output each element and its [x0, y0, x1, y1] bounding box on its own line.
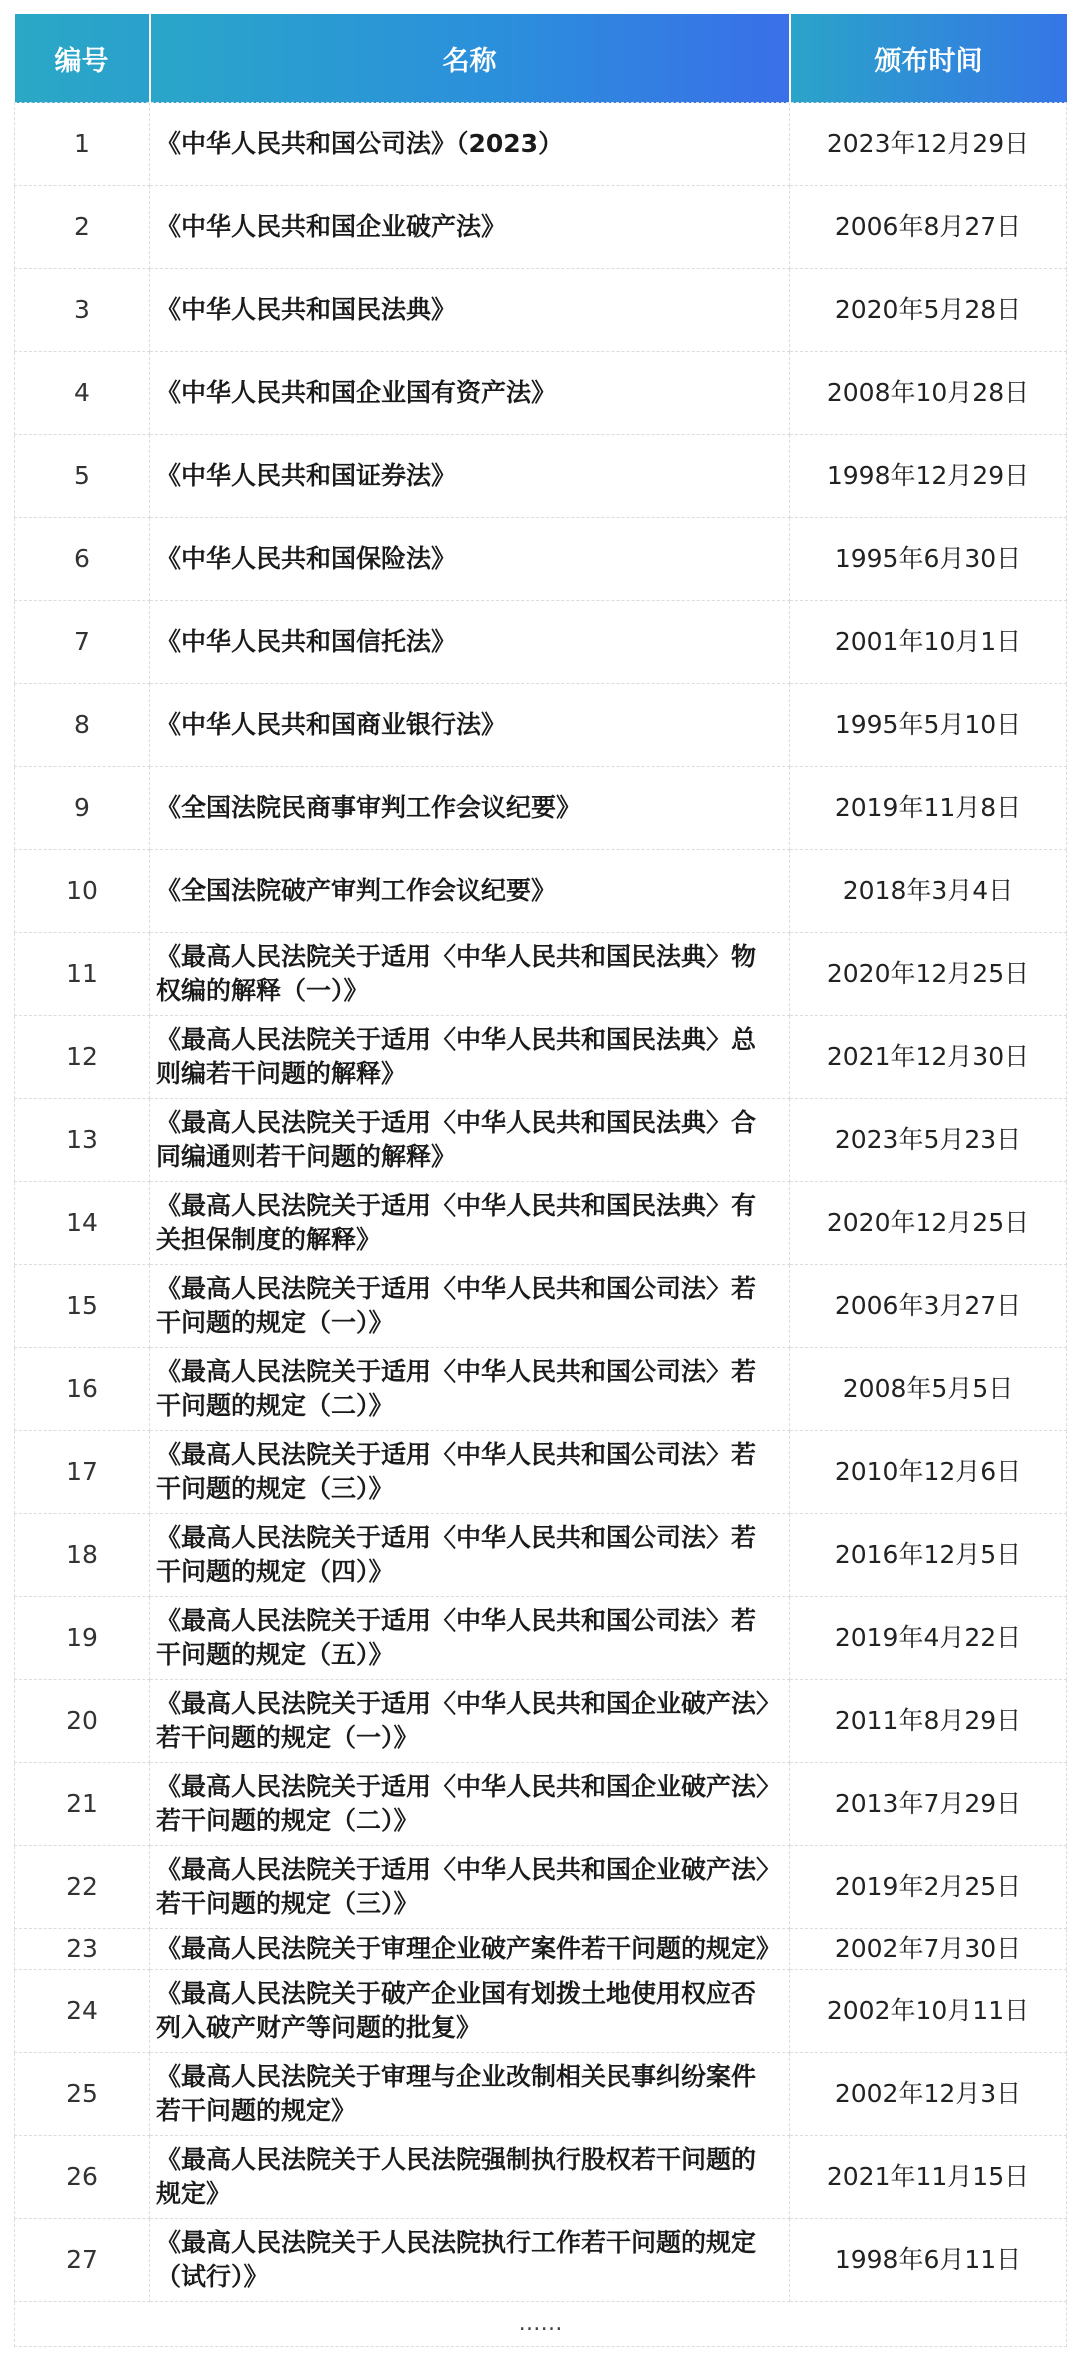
row-number: 5 — [15, 435, 150, 518]
row-issue-date: 2011年8月29日 — [790, 1680, 1067, 1763]
table-row — [15, 518, 1067, 601]
row-law-name: 《最高人民法院关于适用〈中华人民共和国企业破产法〉若干问题的规定（三）》 — [150, 1846, 790, 1929]
row-law-name: 《最高人民法院关于适用〈中华人民共和国民法典〉有关担保制度的解释》 — [150, 1182, 790, 1265]
row-issue-date: 2001年10月1日 — [790, 601, 1067, 684]
row-law-name: 《全国法院民商事审判工作会议纪要》 — [150, 767, 790, 850]
row-number: 6 — [15, 518, 150, 601]
table-row — [15, 269, 1067, 352]
row-issue-date: 2020年12月25日 — [790, 933, 1067, 1016]
table-row — [15, 933, 1067, 1016]
row-number: 20 — [15, 1680, 150, 1763]
table-row — [15, 1846, 1067, 1929]
row-law-name: 《最高人民法院关于适用〈中华人民共和国民法典〉总则编若干问题的解释》 — [150, 1016, 790, 1099]
row-issue-date: 1998年6月11日 — [790, 2219, 1067, 2302]
row-issue-date: 1995年5月10日 — [790, 684, 1067, 767]
table-row — [15, 1970, 1067, 2053]
row-number: 19 — [15, 1597, 150, 1680]
row-law-name: 《最高人民法院关于适用〈中华人民共和国企业破产法〉若干问题的规定（一）》 — [150, 1680, 790, 1763]
row-number: 3 — [15, 269, 150, 352]
row-number: 25 — [15, 2053, 150, 2136]
row-number: 22 — [15, 1846, 150, 1929]
row-issue-date: 2002年7月30日 — [790, 1929, 1067, 1970]
row-issue-date: 2018年3月4日 — [790, 850, 1067, 933]
table-row — [15, 186, 1067, 269]
table-body — [15, 103, 1067, 2347]
row-law-name: 《最高人民法院关于审理与企业改制相关民事纠纷案件若干问题的规定》 — [150, 2053, 790, 2136]
table-row — [15, 1514, 1067, 1597]
row-issue-date: 2010年12月6日 — [790, 1431, 1067, 1514]
row-law-name: 《最高人民法院关于审理企业破产案件若干问题的规定》 — [150, 1929, 790, 1970]
row-number: 11 — [15, 933, 150, 1016]
row-law-name: 《最高人民法院关于人民法院强制执行股权若干问题的规定》 — [150, 2136, 790, 2219]
row-issue-date: 2008年10月28日 — [790, 352, 1067, 435]
row-law-name: 《中华人民共和国公司法》（2023） — [150, 103, 790, 186]
row-law-name: 《中华人民共和国民法典》 — [150, 269, 790, 352]
table-row — [15, 435, 1067, 518]
table-row — [15, 684, 1067, 767]
row-law-name: 《最高人民法院关于适用〈中华人民共和国民法典〉物权编的解释（一）》 — [150, 933, 790, 1016]
row-issue-date: 2023年12月29日 — [790, 103, 1067, 186]
row-law-name: 《中华人民共和国企业国有资产法》 — [150, 352, 790, 435]
table-row — [15, 2136, 1067, 2219]
table-row — [15, 1016, 1067, 1099]
table-row — [15, 1348, 1067, 1431]
row-law-name: 《最高人民法院关于破产企业国有划拨土地使用权应否列入破产财产等问题的批复》 — [150, 1970, 790, 2053]
table-header-row — [15, 14, 1067, 103]
more-ellipsis: …… — [15, 2302, 1067, 2347]
row-law-name: 《最高人民法院关于适用〈中华人民共和国民法典〉合同编通则若干问题的解释》 — [150, 1099, 790, 1182]
table-row — [15, 1182, 1067, 1265]
row-number: 9 — [15, 767, 150, 850]
row-law-name: 《中华人民共和国保险法》 — [150, 518, 790, 601]
row-number: 24 — [15, 1970, 150, 2053]
table-row — [15, 1597, 1067, 1680]
row-number: 23 — [15, 1929, 150, 1970]
column-header-date: 颁布时间 — [790, 14, 1067, 103]
row-number: 27 — [15, 2219, 150, 2302]
table-row — [15, 1265, 1067, 1348]
row-number: 1 — [15, 103, 150, 186]
row-law-name: 《最高人民法院关于适用〈中华人民共和国公司法〉若干问题的规定（一）》 — [150, 1265, 790, 1348]
row-issue-date: 2002年12月3日 — [790, 2053, 1067, 2136]
row-number: 14 — [15, 1182, 150, 1265]
row-issue-date: 2013年7月29日 — [790, 1763, 1067, 1846]
row-law-name: 《最高人民法院关于适用〈中华人民共和国公司法〉若干问题的规定（五）》 — [150, 1597, 790, 1680]
table-row — [15, 2053, 1067, 2136]
column-header-number: 编号 — [15, 14, 150, 103]
row-law-name: 《中华人民共和国企业破产法》 — [150, 186, 790, 269]
row-number: 10 — [15, 850, 150, 933]
row-issue-date: 2023年5月23日 — [790, 1099, 1067, 1182]
row-law-name: 《中华人民共和国证券法》 — [150, 435, 790, 518]
row-issue-date: 1995年6月30日 — [790, 518, 1067, 601]
table-row — [15, 1099, 1067, 1182]
row-number: 2 — [15, 186, 150, 269]
table-row — [15, 103, 1067, 186]
row-issue-date: 2019年4月22日 — [790, 1597, 1067, 1680]
row-law-name: 《全国法院破产审判工作会议纪要》 — [150, 850, 790, 933]
row-number: 21 — [15, 1763, 150, 1846]
row-issue-date: 2006年3月27日 — [790, 1265, 1067, 1348]
row-law-name: 《最高人民法院关于人民法院执行工作若干问题的规定（试行）》 — [150, 2219, 790, 2302]
row-law-name: 《中华人民共和国商业银行法》 — [150, 684, 790, 767]
table-row — [15, 352, 1067, 435]
row-number: 18 — [15, 1514, 150, 1597]
row-issue-date: 2006年8月27日 — [790, 186, 1067, 269]
row-issue-date: 2020年5月28日 — [790, 269, 1067, 352]
table-footer-row — [15, 2302, 1067, 2347]
table-row — [15, 2219, 1067, 2302]
table-row — [15, 1431, 1067, 1514]
table-row — [15, 850, 1067, 933]
row-issue-date: 2019年11月8日 — [790, 767, 1067, 850]
row-issue-date: 2016年12月5日 — [790, 1514, 1067, 1597]
row-number: 17 — [15, 1431, 150, 1514]
table-row — [15, 767, 1067, 850]
row-issue-date: 1998年12月29日 — [790, 435, 1067, 518]
row-issue-date: 2002年10月11日 — [790, 1970, 1067, 2053]
row-issue-date: 2020年12月25日 — [790, 1182, 1067, 1265]
row-number: 15 — [15, 1265, 150, 1348]
row-issue-date: 2021年11月15日 — [790, 2136, 1067, 2219]
row-number: 7 — [15, 601, 150, 684]
row-law-name: 《最高人民法院关于适用〈中华人民共和国公司法〉若干问题的规定（四）》 — [150, 1514, 790, 1597]
table-row — [15, 601, 1067, 684]
row-number: 13 — [15, 1099, 150, 1182]
row-number: 12 — [15, 1016, 150, 1099]
law-table-container — [14, 14, 1066, 2347]
row-number: 8 — [15, 684, 150, 767]
row-issue-date: 2008年5月5日 — [790, 1348, 1067, 1431]
row-law-name: 《最高人民法院关于适用〈中华人民共和国企业破产法〉若干问题的规定（二）》 — [150, 1763, 790, 1846]
row-law-name: 《最高人民法院关于适用〈中华人民共和国公司法〉若干问题的规定（二）》 — [150, 1348, 790, 1431]
table-row — [15, 1680, 1067, 1763]
row-issue-date: 2019年2月25日 — [790, 1846, 1067, 1929]
column-header-name: 名称 — [150, 14, 790, 103]
table-row — [15, 1763, 1067, 1846]
law-table — [14, 14, 1067, 2347]
row-number: 16 — [15, 1348, 150, 1431]
row-issue-date: 2021年12月30日 — [790, 1016, 1067, 1099]
row-law-name: 《最高人民法院关于适用〈中华人民共和国公司法〉若干问题的规定（三）》 — [150, 1431, 790, 1514]
row-number: 4 — [15, 352, 150, 435]
row-number: 26 — [15, 2136, 150, 2219]
row-law-name: 《中华人民共和国信托法》 — [150, 601, 790, 684]
table-row — [15, 1929, 1067, 1970]
